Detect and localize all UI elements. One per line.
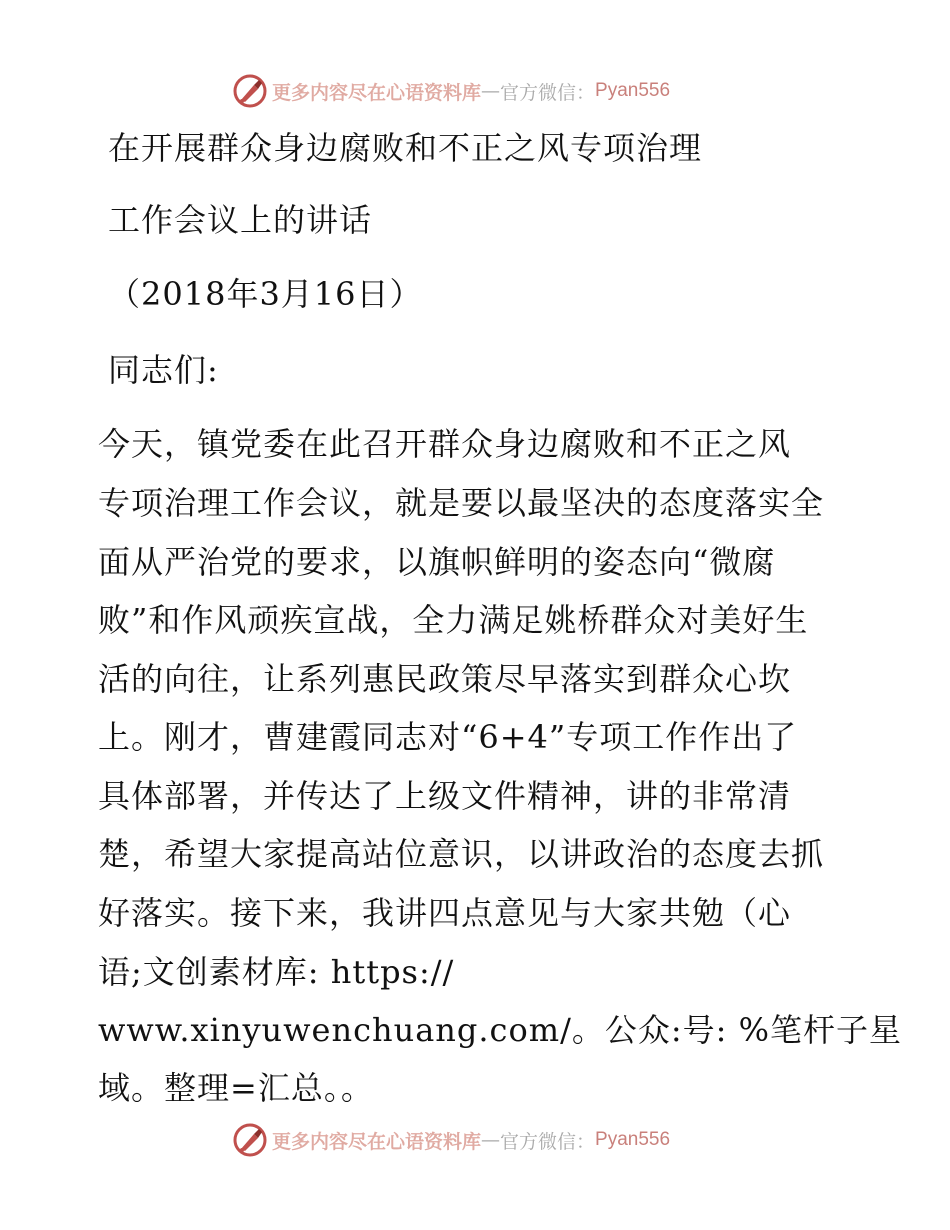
watermark-label: 官方微信： [500,1130,596,1153]
paragraph-line: 今天，镇党委在此召开群众身边腐败和不正之风 [98,425,792,463]
footer-watermark [232,1120,670,1160]
watermark-main-text: 更多内容尽在心语资料库 [272,81,482,104]
watermark-label: 官方微信： [500,81,596,104]
paragraph-line: 楚，希望大家提高站位意识，以讲政治的态度去抓 [98,835,825,873]
paragraph-line: 上。刚才，曹建霞同志对“6+4”专项工作作出了 [98,718,798,756]
watermark-main-text: 更多内容尽在心语资料库 [272,1130,482,1153]
paragraph-line: 专项治理工作会议，就是要以最坚决的态度落实全 [98,484,825,522]
paragraph-line: 语;文创素材库: https:// [98,953,455,991]
document-title-line-2: 工作会议上的讲话 [108,201,373,239]
paragraph-line: 面从严治党的要求，以旗帜鲜明的姿态向“微腐 [98,543,776,581]
header-watermark [232,71,670,111]
ink-pen-logo-icon [232,1122,268,1158]
document-title-line-1: 在开展群众身边腐败和不正之风专项治理 [108,129,703,167]
watermark-wechat-id: Pyan556 [595,1129,671,1150]
watermark-dash: — [481,80,501,102]
paragraph-line: 好落实。接下来，我讲四点意见与大家共勉（心 [98,894,792,932]
watermark-wechat-id: Pyan556 [595,80,671,101]
paragraph-line: 具体部署，并传达了上级文件精神，讲的非常清 [98,777,792,815]
ink-pen-logo-icon [232,73,268,109]
paragraph-line: 败”和作风顽疾宣战，全力满足姚桥群众对美好生 [98,601,809,639]
paragraph-line: 域。整理=汇总。。 [98,1069,374,1107]
watermark-dash: — [481,1129,501,1151]
greeting: 同志们: [108,351,219,389]
paragraph-line: 活的向往，让系列惠民政策尽早落实到群众心坎 [98,660,792,698]
paragraph-line: www.xinyuwenchuang.com/。公众:号: %笔杆子星 [98,1011,903,1049]
document-date: （2018年3月16日） [108,275,423,313]
